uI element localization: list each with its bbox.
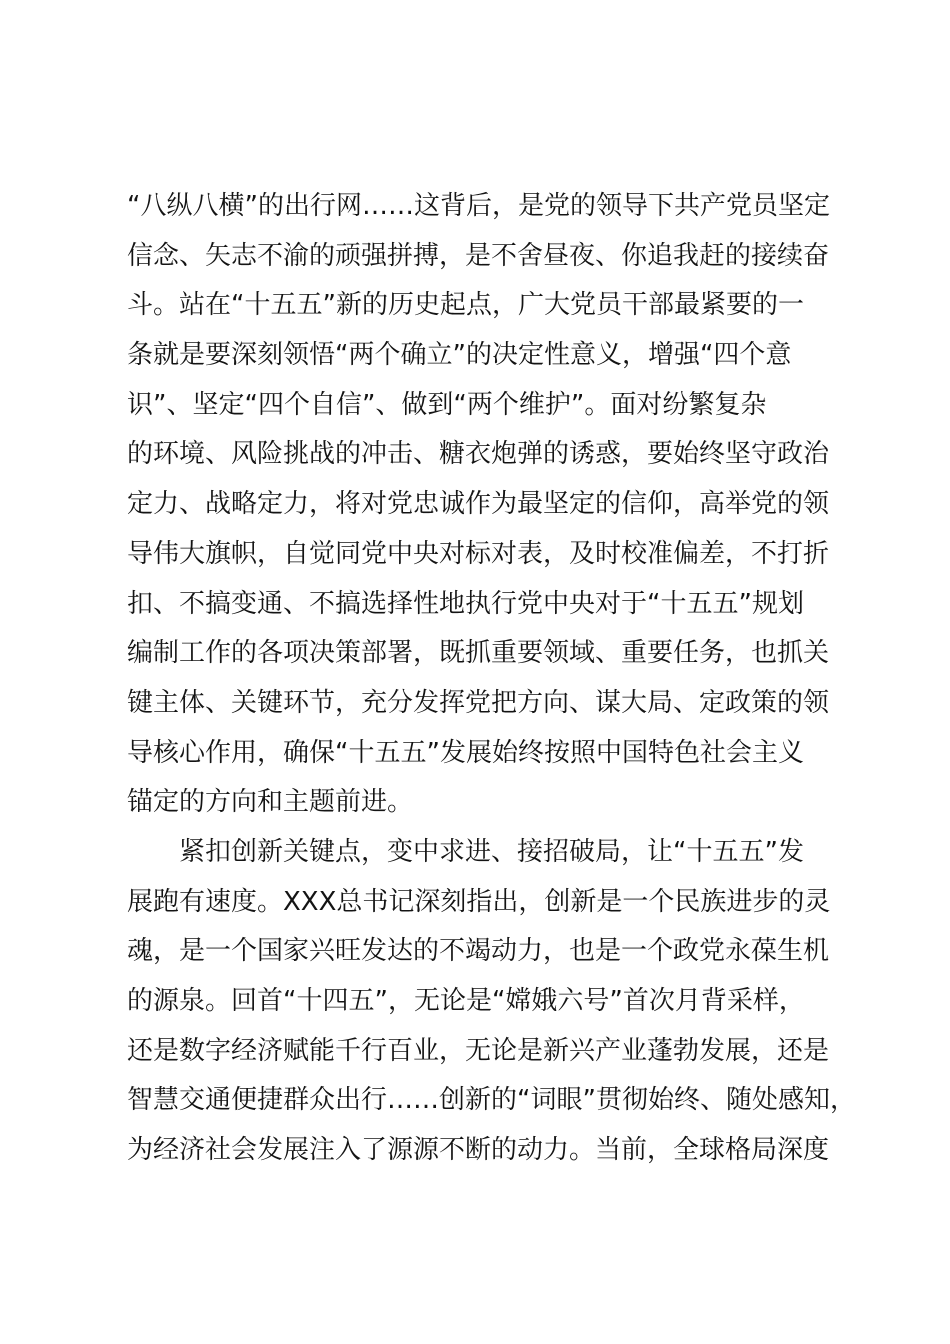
- text-line: 定力、战略定力，将对党忠诚作为最坚定的信仰，高举党的领: [127, 489, 830, 520]
- text-line: 条就是要深刻领悟“两个确立”的决定性意义，增强“四个意: [127, 340, 792, 371]
- paragraph-first-line: 紧扣创新关键点，变中求进、接招破局，让“十五五”发: [179, 836, 804, 867]
- text-line: 的源泉。回首“十四五”，无论是“嫦娥六号”首次月背采样，: [127, 986, 805, 1016]
- text-line: 锚定的方向和主题前进。: [127, 787, 414, 818]
- text-line: 还是数字经济赋能千行百业，无论是新兴产业蓬勃发展，还是: [127, 1035, 830, 1066]
- text-line: 扣、不搞变通、不搞选择性地执行党中央对于“十五五”规划: [127, 588, 804, 619]
- text-line: “八纵八横”的出行网……这背后，是党的领导下共产党员坚定: [127, 191, 830, 221]
- text-line: 魂，是一个国家兴旺发达的不竭动力，也是一个政党永葆生机: [127, 936, 830, 967]
- text-line: 斗。站在“十五五”新的历史起点，广大党员干部最紧要的一: [127, 290, 804, 321]
- text-line: 的环境、风险挑战的冲击、糖衣炮弹的诱惑，要始终坚守政治: [127, 439, 830, 470]
- text-line: 键主体、关键环节，充分发挥党把方向、谋大局、定政策的领: [127, 687, 830, 718]
- body-text: [127, 182, 856, 1176]
- text-line: 智慧交通便捷群众出行……创新的“词眼”贯彻始终、随处感知，: [127, 1085, 856, 1116]
- text-line: 识”、坚定“四个自信”、做到“两个维护”。面对纷繁复杂: [127, 389, 767, 420]
- text-line: 编制工作的各项决策部署，既抓重要领域、重要任务，也抓关: [127, 638, 830, 669]
- text-line: 导伟大旗帜，自觉同党中央对标对表，及时校准偏差，不打折: [127, 538, 830, 569]
- text-line: 信念、矢志不渝的顽强拼搏，是不舍昼夜、你追我赶的接续奋: [127, 240, 830, 271]
- text-line: 展跑有速度。XXX总书记深刻指出，创新是一个民族进步的灵: [127, 886, 831, 917]
- text-line: 为经济社会发展注入了源源不断的动力。当前，全球格局深度: [127, 1135, 830, 1166]
- text-line: 导核心作用，确保“十五五”发展始终按照中国特色社会主义: [127, 737, 804, 768]
